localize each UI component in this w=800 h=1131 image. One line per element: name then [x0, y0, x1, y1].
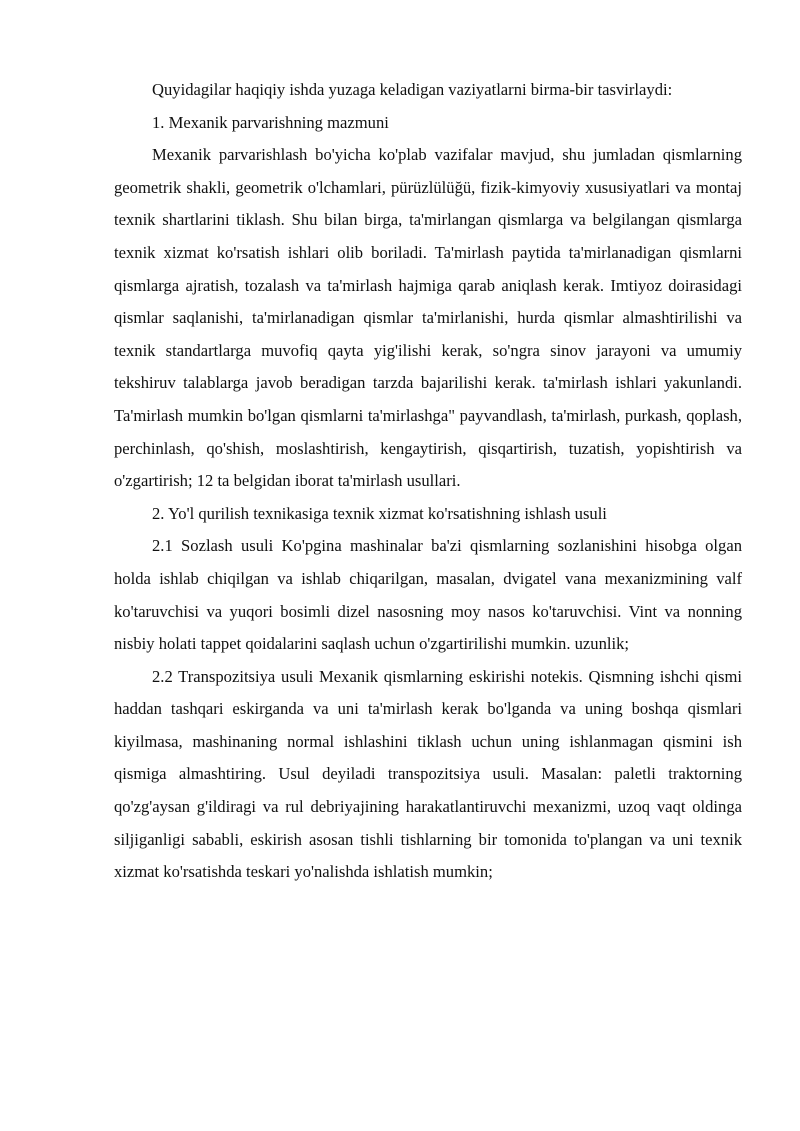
body-paragraph-2-2: 2.2 Transpozitsiya usuli Mexanik qismlarning eskirishi notekis. Qismning ishchi qismi haddan tashqari eskirganda va uni ta'mirlash kerak bo'lganda va uning boshqa qismlari kiyilmasa, mashinaning normal ishlashini tiklash uchun uning ishlanmagan qismini ish qismiga almashtiring. Usul deyiladi transpozitsiya usuli. Masalan: paletli traktorning qo'zg'aysan g'ildiragi va rul debriyajining harakatlantiruvchi mexanizmi, uzoq vaqt oldinga siljiganligi sababli, eskirish asosan tishli tishlarning bir tomonida to'plangan va uni texnik xizmat ko'rsatishda teskari yo'nalishda ishlatish mumkin;: [114, 666, 742, 882]
body-paragraph-1: Mexanik parvarishlash bo'yicha ko'plab vazifalar mavjud, shu jumladan qismlarning geometrik shakli, geometrik o'lchamlari, pürüzlülüğü, fizik-kimyoviy xususiyatlari va montaj texnik shartlarini tiklash. Shu bilan birga, ta'mirlangan qismlarga va belgilangan qismlarga texnik xizmat ko'rsatish ishlari olib boriladi. Ta'mirlash paytida ta'mirlanadigan qismlarni qismlarga ajratish, tozalash va ta'mirlash hajmiga qarab aniqlash kerak. Imtiyoz doirasidagi qismlar saqlanishi, ta'mirlanadigan qismlar ta'mirlanishi, hurda qismlar almashtirilishi va texnik standartlarga muvofiq qayta yig'ilishi kerak, so'ngra sinov jarayoni va umumiy tekshiruv talablarga javob beradigan tarzda bajarilishi kerak. ta'mirlash ishlari yakunlandi. Ta'mirlash mumkin bo'lgan qismlarni ta'mirlashga" payvandlash, ta'mirlash, purkash, qoplash, perchinlash, qo'shish, moslashtirish, kengaytirish, qisqartirish, tuzatish, yopishtirish va o'zgartirish; 12 ta belgidan iborat ta'mirlash usullari.: [114, 145, 742, 491]
intro-paragraph: Quyidagilar haqiqiy ishda yuzaga keladigan vaziyatlarni birma-bir tasvirlaydi:: [152, 80, 673, 99]
section-heading-2: 2. Yo'l qurilish texnikasiga texnik xizmat ko'rsatishning ishlash usuli: [152, 503, 607, 523]
body-paragraph-2-1: 2.1 Sozlash usuli Ko'pgina mashinalar ba'zi qismlarning sozlanishini hisobga olgan holda ishlab chiqilgan va ishlab chiqarilgan, masalan, dvigatel vana mexanizmining valf ko'taruvchisi va yuqori bosimli dizel nasosning moy nasos ko'taruvchisi. Vint va nonning nisbiy holati tappet qoidalarini saqlash uchun o'zgartirilishi mumkin. uzunlik;: [114, 536, 742, 654]
section-heading-1: 1. Mexanik parvarishning mazmuni: [152, 112, 389, 132]
document-page: [114, 74, 742, 889]
